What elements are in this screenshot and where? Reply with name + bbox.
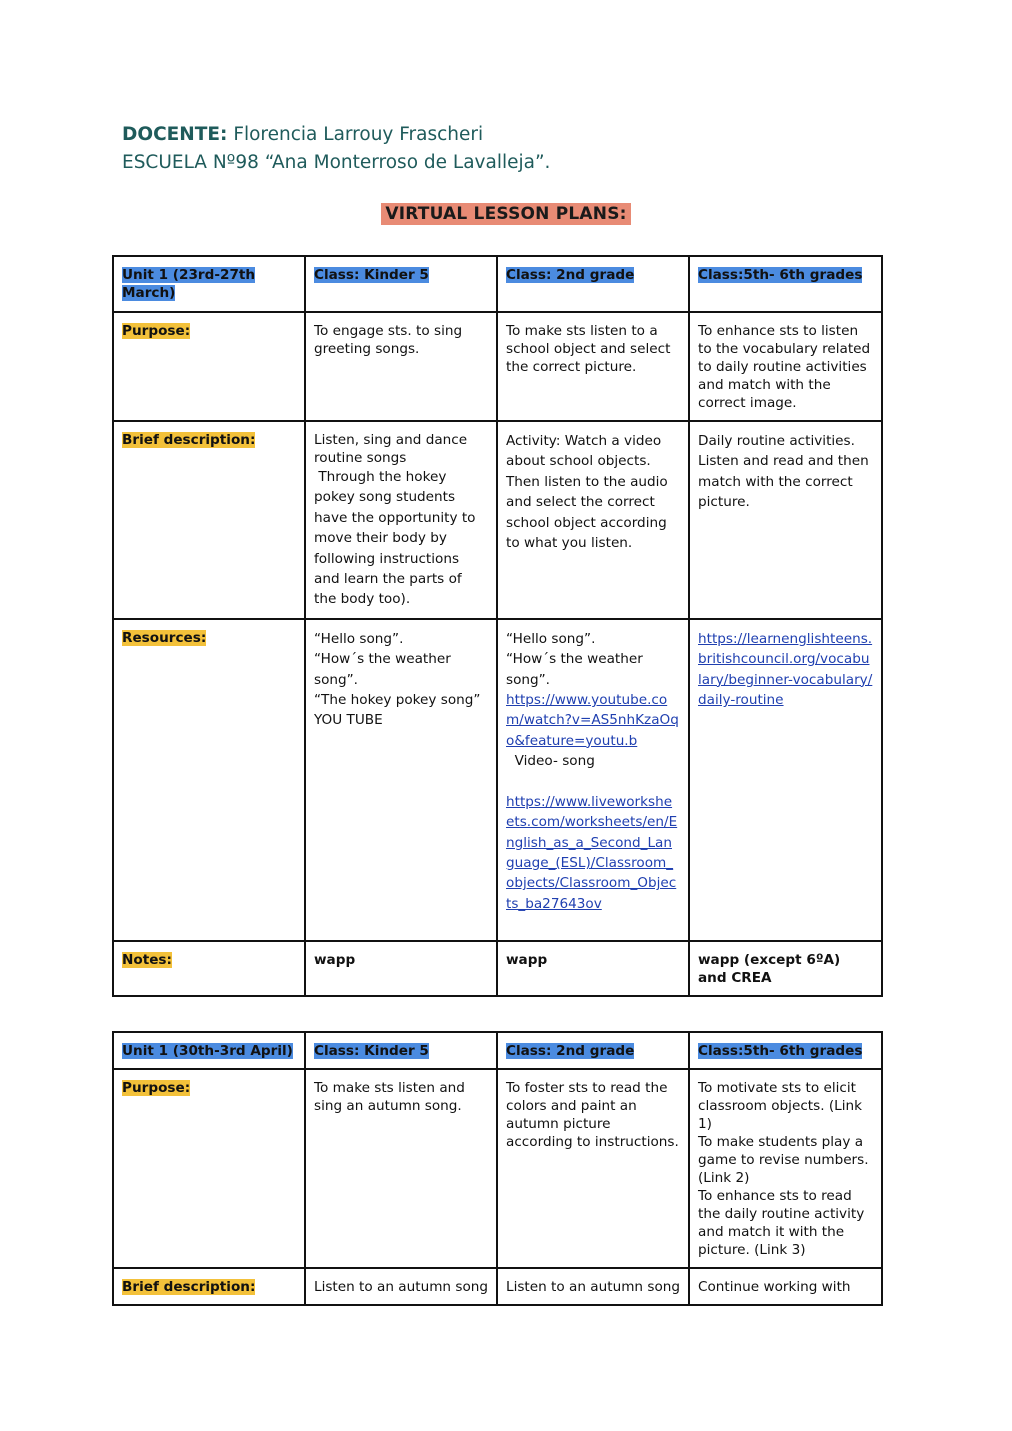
brief-description-label: Brief description:: [122, 432, 256, 448]
row-label-cell: [113, 619, 305, 941]
brief-description-row: [113, 421, 882, 619]
table-cell: Listen to an autumn song: [305, 1268, 497, 1305]
resource-item: “Hello song”.: [314, 630, 404, 647]
spacer: [506, 772, 680, 792]
table-cell: Continue working with: [689, 1268, 882, 1305]
brief-description-row: [113, 1268, 882, 1305]
docente-label: DOCENTE:: [122, 124, 228, 145]
school-name: ESCUELA Nº98 “Ana Monterroso de Lavalleja”.: [122, 152, 551, 173]
document-header: [122, 121, 550, 177]
table-cell: To engage sts. to sing greeting songs.: [305, 312, 497, 421]
class-header-cell: [689, 1032, 882, 1069]
table-cell: [305, 619, 497, 941]
table-header-row: [113, 1032, 882, 1069]
resource-item: “How´s the weather song”.: [314, 651, 451, 688]
table-header-row: [113, 256, 882, 312]
liveworksheets-link[interactable]: https://www.liveworksheets.com/worksheets/en/English_as_a_Second_Language_(ESL)/Classroom_objects/Classroom_Objects_ba27643ov: [506, 793, 678, 912]
resource-item: YOU TUBE: [314, 712, 383, 729]
link-suffix: Video- song: [506, 753, 595, 770]
purpose-label: Purpose:: [122, 323, 191, 339]
cell-text: To motivate sts to elicit classroom objects. (Link 1): [698, 1080, 862, 1132]
row-label-cell: [113, 1268, 305, 1305]
cell-text: Listen, sing and dance routine songs: [314, 432, 468, 466]
youtube-link[interactable]: https://www.youtube.com/watch?v=AS5nhKzaOqo&feature=youtu.b: [506, 692, 679, 749]
cell-text: To enhance sts to read the daily routine activity and match it with the picture. (Link 3): [698, 1188, 865, 1258]
table-cell: To make sts listen and sing an autumn song.: [305, 1069, 497, 1268]
class-header-cell: [497, 1032, 689, 1069]
table-cell: wapp: [305, 941, 497, 996]
table-cell: [305, 421, 497, 619]
table-cell: [689, 619, 882, 941]
resources-label: Resources:: [122, 629, 207, 646]
purpose-label: Purpose:: [122, 1080, 191, 1096]
class-header-cell: [305, 1032, 497, 1069]
table-cell: To enhance sts to listen to the vocabulary related to daily routine activities and match with the correct image.: [689, 312, 882, 421]
resource-item: “Hello song”.: [506, 630, 596, 647]
unit-cell: [113, 256, 305, 312]
resource-item: “How´s the weather song”.: [506, 651, 643, 688]
row-label-cell: [113, 421, 305, 619]
table-cell: [689, 1069, 882, 1268]
table-cell: To make sts listen to a school object and select the correct picture.: [497, 312, 689, 421]
table-cell: Daily routine activities. Listen and read and then match with the correct picture.: [689, 421, 882, 619]
notes-row: [113, 941, 882, 996]
table-cell: wapp: [497, 941, 689, 996]
table-cell: Activity: Watch a video about school objects. Then listen to the audio and select the correct school object according to what you listen.: [497, 421, 689, 619]
table-cell: Listen to an autumn song: [497, 1268, 689, 1305]
docente-line: [122, 121, 550, 149]
unit-label: Unit 1 (30th-3rd April): [122, 1043, 293, 1059]
lesson-plan-table-unit1-april: [112, 1031, 883, 1306]
cell-text: Through the hokey pokey song students have the opportunity to move their body by following instructions and learn the parts of the body too).: [314, 469, 480, 608]
table-cell: wapp (except 6ºA) and CREA: [689, 941, 882, 996]
purpose-row: [113, 312, 882, 421]
brief-description-label: Brief description:: [122, 1279, 256, 1295]
lesson-plan-table-unit1-march: [112, 255, 883, 997]
class-kinder-label: Class: Kinder 5: [314, 1043, 429, 1059]
resources-row: [113, 619, 882, 941]
notes-label: Notes:: [122, 951, 172, 968]
unit-cell: [113, 1032, 305, 1069]
class-5th6th-label: Class:5th- 6th grades: [698, 1043, 863, 1059]
resource-item: “The hokey pokey song”: [314, 692, 481, 709]
class-kinder-label: Class: Kinder 5: [314, 267, 429, 283]
purpose-row: [113, 1069, 882, 1268]
class-header-cell: [689, 256, 882, 312]
unit-label: Unit 1 (23rd-27th March): [122, 267, 256, 301]
class-2nd-label: Class: 2nd grade: [506, 267, 635, 283]
table-cell: To foster sts to read the colors and paint an autumn picture according to instructions.: [497, 1069, 689, 1268]
class-5th6th-label: Class:5th- 6th grades: [698, 267, 863, 283]
page-title: VIRTUAL LESSON PLANS:: [381, 203, 630, 225]
row-label-cell: [113, 1069, 305, 1268]
britishcouncil-link[interactable]: https://learnenglishteens.britishcouncil.org/vocabulary/beginner-vocabulary/daily-routine: [698, 630, 873, 709]
row-label-cell: [113, 312, 305, 421]
resource-item: [506, 690, 680, 772]
class-header-cell: [305, 256, 497, 312]
docente-name: Florencia Larrouy Frascheri: [233, 124, 484, 145]
class-2nd-label: Class: 2nd grade: [506, 1043, 635, 1059]
cell-text: To make students play a game to revise numbers. (Link 2): [698, 1134, 869, 1186]
title-wrap: [0, 203, 1012, 225]
class-header-cell: [497, 256, 689, 312]
table-cell: [497, 619, 689, 941]
row-label-cell: [113, 941, 305, 996]
resource-item: [506, 792, 680, 914]
